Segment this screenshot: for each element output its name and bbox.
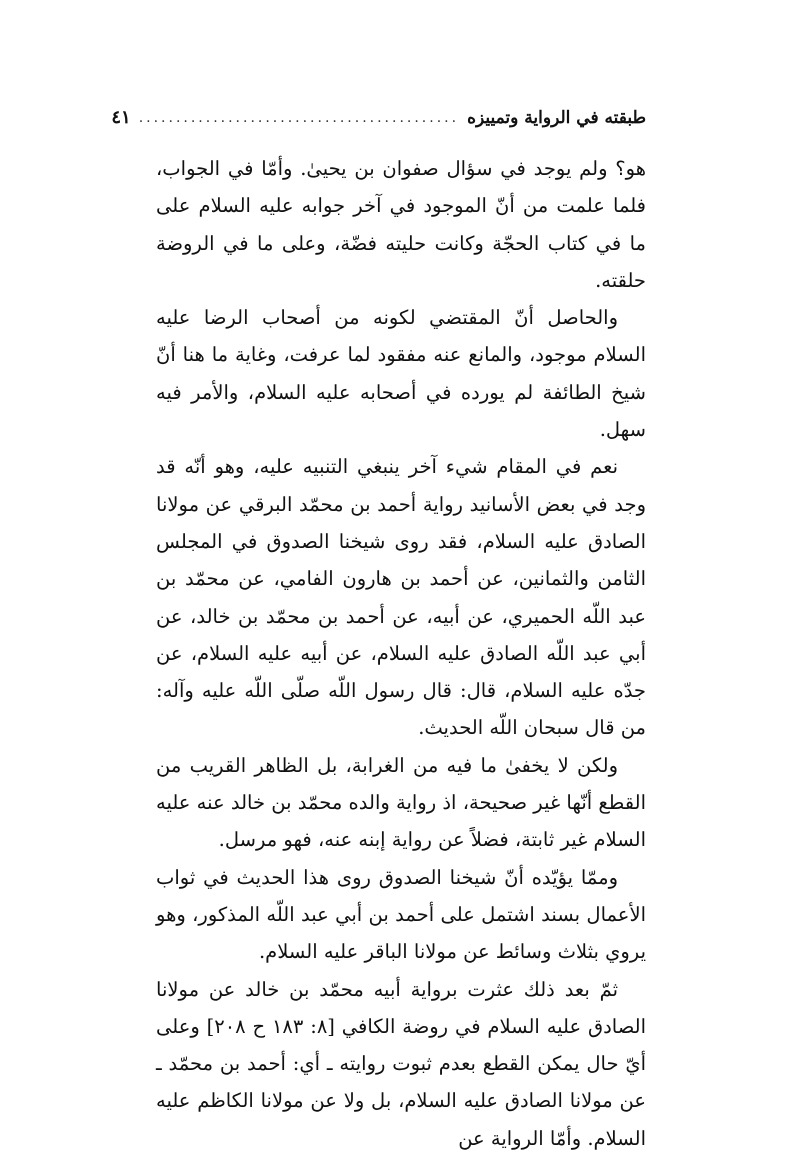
body-text [156,150,646,1157]
leader-dots: ........................................... [138,110,460,126]
paragraph-3: نعم في المقام شيء آخر ينبغي التنبيه عليه، وهو أنّه قد وجد في بعض الأسانيد رواية أحمد بن محمّد البرقي عن مولانا الصادق عليه السلام، فقد روى شيخنا الصدوق في المجلس الثامن والثمانين، عن أحمد بن هارون الفامي، عن محمّد بن عبد اللّه الحميري، عن أبيه، عن أحمد بن محمّد بن خالد، عن أبي عبد اللّه الصادق عليه السلام، عن أبيه عليه السلام، عن جدّه عليه السلام، قال: قال رسول اللّه صلّى اللّه عليه وآله: من قال سبحان اللّه الحديث. [156,455,646,740]
paragraph-6: ثمّ بعد ذلك عثرت برواية أبيه محمّد بن خالد عن مولانا الصادق عليه السلام في روضة الكافي [٨: ١٨٣ ح ٢٠٨] وعلى أيّ حال يمكن القطع بعدم ثبوت روايته ـ أي: أحمد بن محمّد ـ عن مولانا الصادق عليه السلام، بل ولا عن مولانا الكاظم عليه السلام. وأمّا الرواية عن [156,977,647,1150]
paragraph-2: والحاصل أنّ المقتضي لكونه من أصحاب الرضا عليه السلام موجود، والمانع عنه مفقود لما عرفت، وغاية ما هنا أنّ شيخ الطائفة لم يورده في أصحابه عليه السلام، والأمر فيه سهل. [156,306,646,442]
running-header-title: طبقته في الرواية وتمييزه [467,108,646,128]
running-header [111,98,646,138]
paragraph-4: ولكن لا يخفىٰ ما فيه من الغرابة، بل الظاهر القريب من القطع أنّها غير صحيحة، اذ رواية والده محمّد بن خالد عنه عليه السلام غير ثابتة، فضلاً عن رواية إبنه عنه، فهو مرسل. [156,753,646,852]
page-number: ٤١ [111,107,131,128]
paragraph-5: وممّا يؤيّده أنّ شيخنا الصدوق روى هذا الحديث في ثواب الأعمال بسند اشتمل على أحمد بن أبي عبد اللّه المذكور، وهو يروي بثلاث وسائط عن مولانا الباقر عليه السلام. [156,865,646,964]
paragraph-1: هو؟ ولم يوجد في سؤال صفوان بن يحيىٰ. وأمّا في الجواب، فلما علمت من أنّ الموجود في آخر جوابه عليه السلام على ما في كتاب الحجّة وكانت حليته فضّة، وعلى ما في الروضة حلقته. [156,157,646,292]
